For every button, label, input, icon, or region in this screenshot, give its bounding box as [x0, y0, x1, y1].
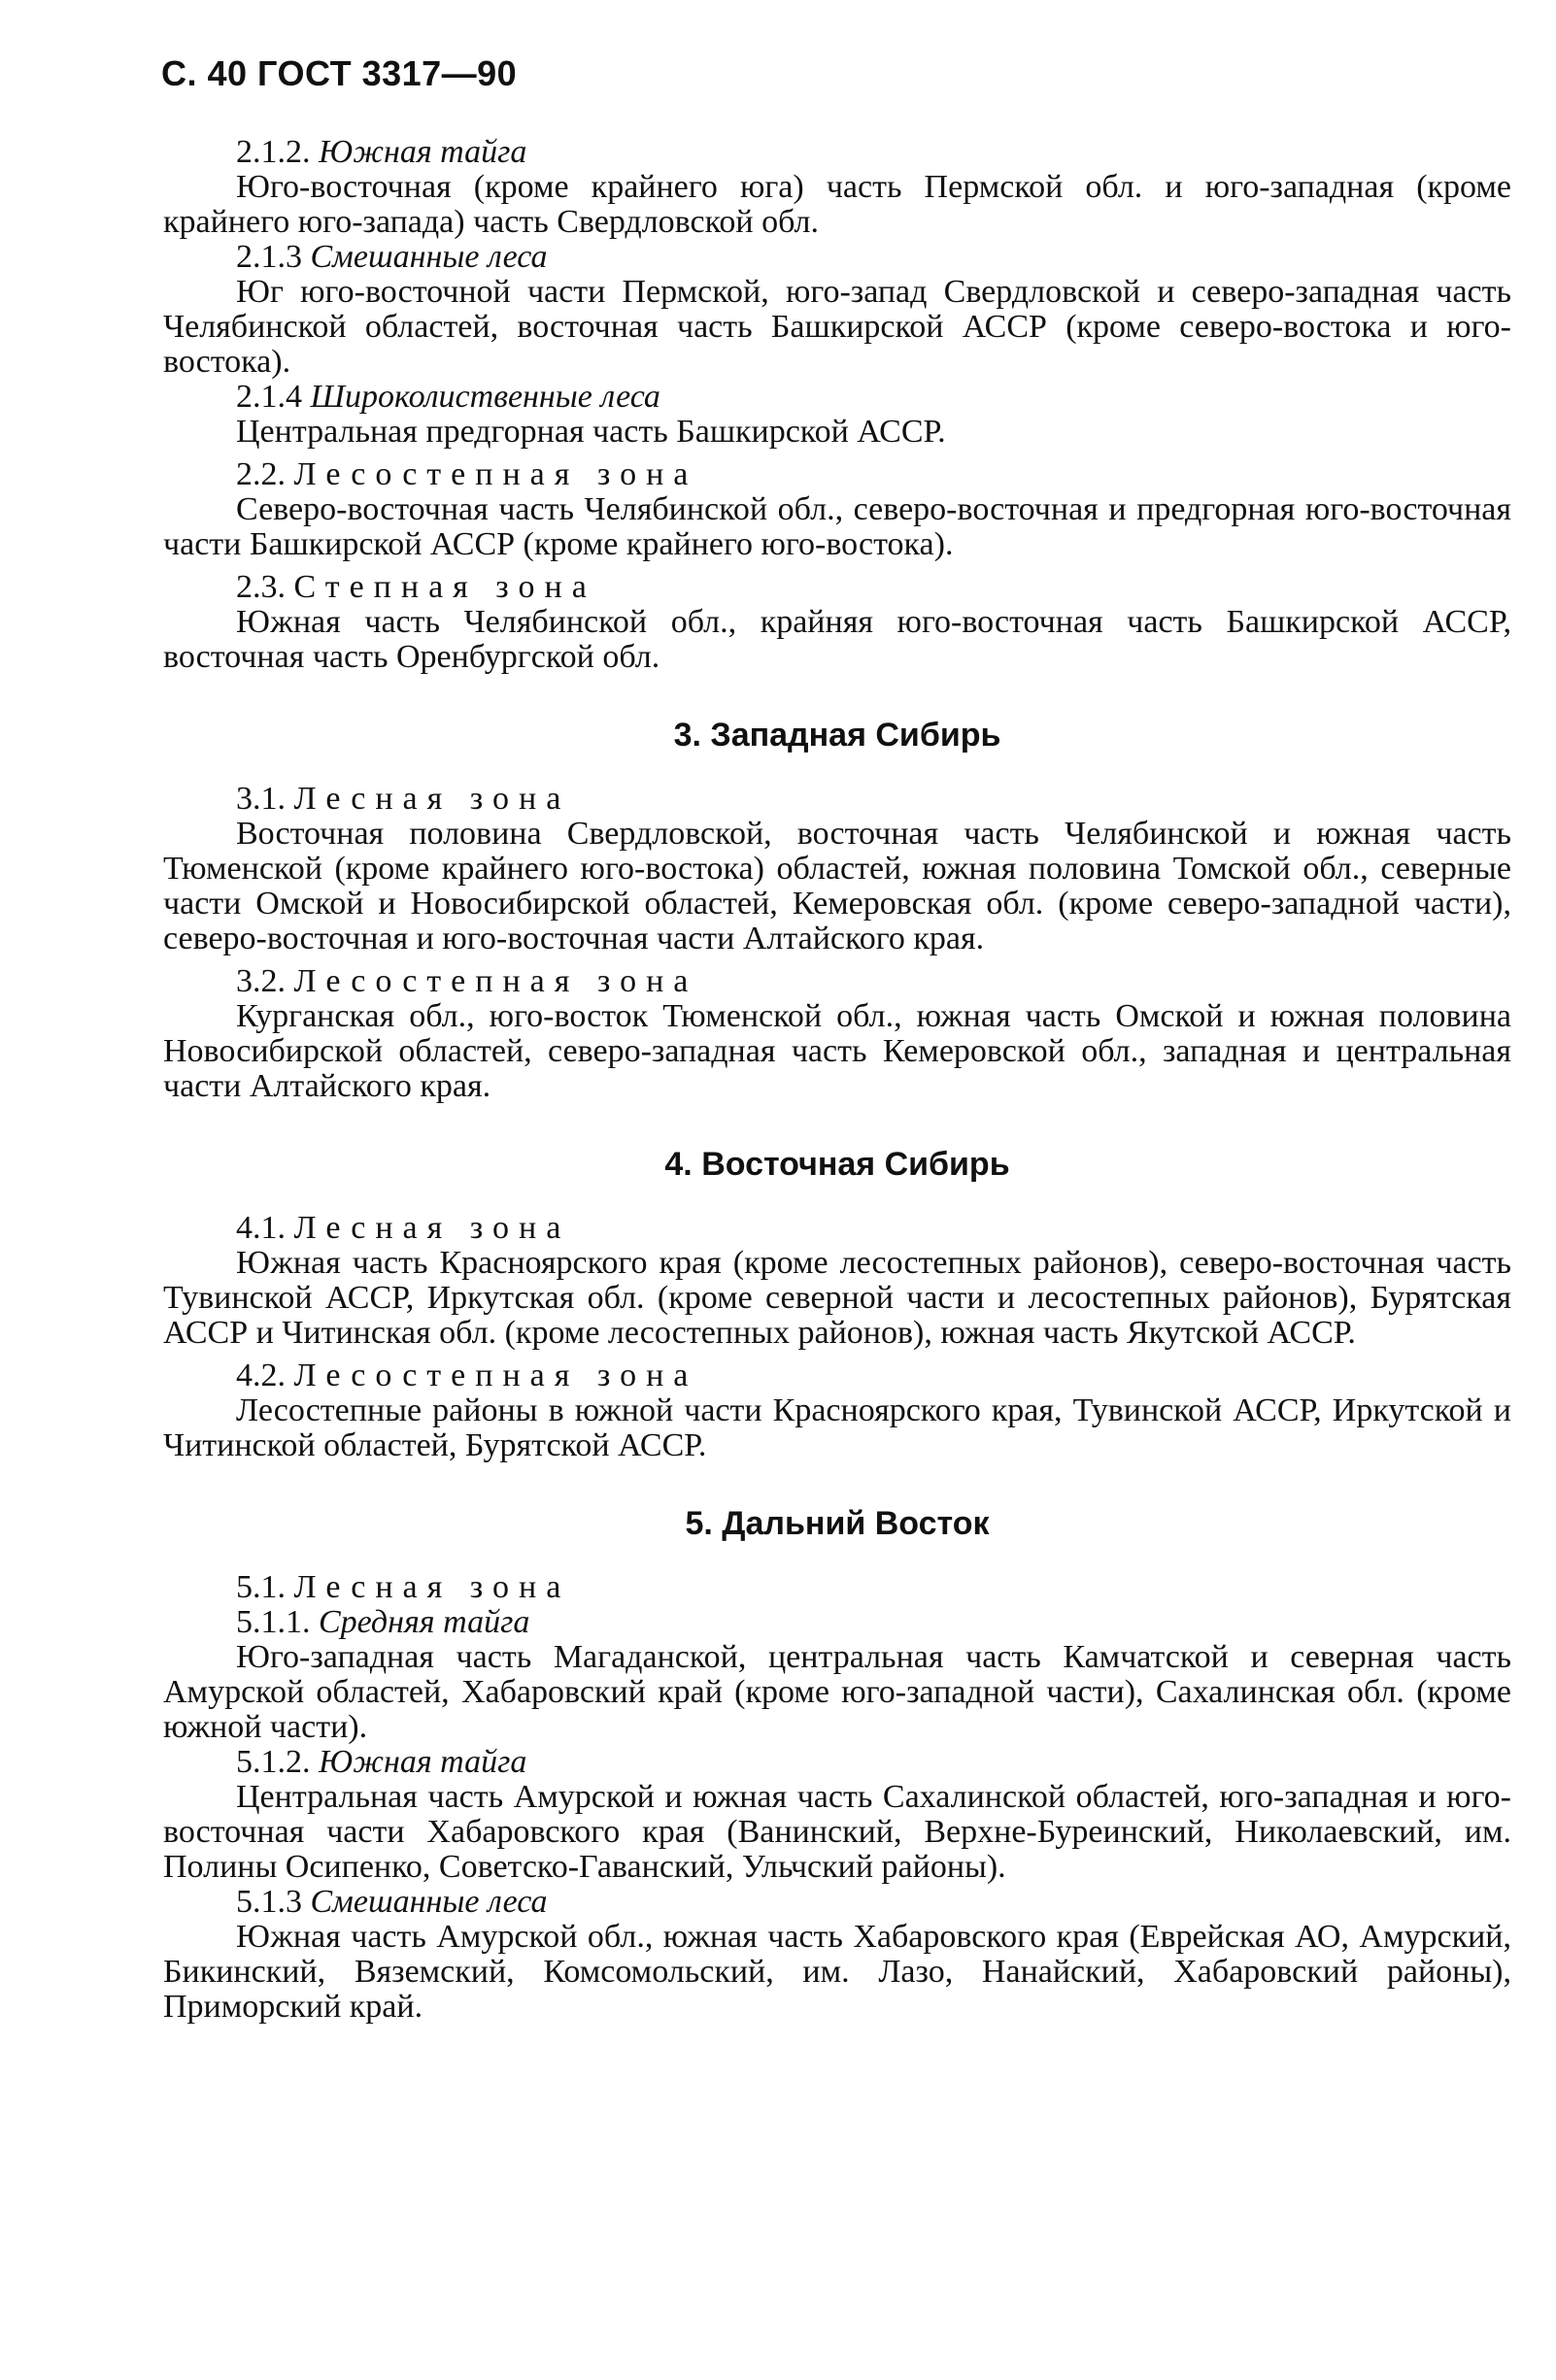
- subsection-name: Степная зона: [293, 569, 596, 605]
- subsection-name: Южная тайга: [319, 1744, 527, 1780]
- subsection-text: Южная часть Челябинской обл., крайняя юго-восточная часть Башкирской АССР, восточная часть Оренбургской обл.: [163, 604, 1511, 675]
- subsection-text: Центральная предгорная часть Башкирской АССР.: [236, 414, 946, 450]
- subsection-name: Широколиственные леса: [310, 379, 660, 415]
- subsection-number: 3.1.: [236, 781, 286, 817]
- subsection-text: Юго-западная часть Магаданской, центральная часть Камчатской и северная часть Амурской областей, Хабаровский край (кроме юго-западной части), Сахалинская обл. (кроме южной части).: [163, 1639, 1511, 1745]
- subsection-2-3: [163, 570, 1511, 675]
- subsection-name: Лесная зона: [293, 1210, 571, 1246]
- section-heading-5: 5. Дальний Восток: [685, 1505, 990, 1542]
- subsection-name: Смешанные леса: [310, 239, 548, 275]
- subsection-text: Южная часть Амурской обл., южная часть Хабаровского края (Еврейская АО, Амурский, Бикинский, Вяземский, Комсомольский, им. Лазо, Нанайский, Хабаровский районы), Приморский край.: [163, 1919, 1511, 2025]
- subsection-number: 2.1.2.: [236, 134, 311, 170]
- subsection-number: 5.1.: [236, 1569, 286, 1605]
- subsection-text: Курганская обл., юго-восток Тюменской обл., южная часть Омской и южная половина Новосибирской областей, северо-западная часть Кемеровской обл., западная и центральная части Алтайского края.: [163, 998, 1511, 1104]
- subsection-name: Лесостепная зона: [293, 1358, 698, 1393]
- subsection-name: Лесостепная зона: [293, 963, 698, 999]
- subsection-text: Восточная половина Свердловской, восточная часть Челябинской и южная часть Тюменской (кроме крайнего юго-востока) областей, южная половина Томской обл., северные части Омской и Новосибирской областей, Кемеровская обл. (кроме северо-западной части), северо-восточная и юго-восточная части Алтайского края.: [163, 816, 1511, 956]
- subsection-name: Лесостепная зона: [293, 456, 698, 492]
- subsection-number: 5.1.3: [236, 1884, 302, 1920]
- subsection-2-1-4: [163, 380, 1511, 450]
- subsection-text: Юго-восточная (кроме крайнего юга) часть Пермской обл. и юго-западная (кроме крайнего юго-запада) часть Свердловской обл.: [163, 169, 1511, 240]
- section-heading-4: 4. Восточная Сибирь: [664, 1146, 1010, 1183]
- document-body: [163, 135, 1511, 2025]
- subsection-text: Центральная часть Амурской и южная часть Сахалинской областей, юго-западная и юго-восточная части Хабаровского края (Ванинский, Верхне-Буреинский, Николаевский, им. Полины Осипенко, Советско-Гаванский, Ульчский районы).: [163, 1779, 1511, 1885]
- subsection-number: 2.1.3: [236, 239, 302, 275]
- subsection-name: Лесная зона: [293, 781, 571, 817]
- subsection-number: 4.1.: [236, 1210, 286, 1246]
- subsection-5-1-2: [163, 1745, 1511, 1885]
- subsection-title: [163, 1885, 1511, 1920]
- subsection-name: Южная тайга: [319, 134, 527, 170]
- subsection-text: Лесостепные районы в южной части Красноярского края, Тувинской АССР, Иркутской и Читинской областей, Бурятской АССР.: [163, 1392, 1511, 1463]
- subsection-text: Северо-восточная часть Челябинской обл., северо-восточная и предгорная юго-восточная части Башкирской АССР (кроме крайнего юго-востока).: [163, 491, 1511, 562]
- subsection-number: 5.1.2.: [236, 1744, 311, 1780]
- subsection-2-2: [163, 457, 1511, 562]
- subsection-title: [163, 240, 1511, 275]
- subsection-title: [163, 1570, 1511, 1605]
- document-page: [163, 53, 1511, 2025]
- subsection-title: [163, 964, 1511, 999]
- subsection-title: [163, 782, 1511, 817]
- subsection-4-1: [163, 1211, 1511, 1351]
- subsection-4-2: [163, 1358, 1511, 1463]
- subsection-number: 2.3.: [236, 569, 286, 605]
- subsection-number: 3.2.: [236, 963, 286, 999]
- subsection-title: [163, 1211, 1511, 1246]
- subsection-number: 2.1.4: [236, 379, 302, 415]
- subsection-number: 4.2.: [236, 1358, 286, 1393]
- subsection-name: Средняя тайга: [319, 1604, 530, 1640]
- subsection-title: [163, 1745, 1511, 1780]
- subsection-5-1-1: [163, 1605, 1511, 1745]
- subsection-3-1: [163, 782, 1511, 956]
- subsection-5-1-3: [163, 1885, 1511, 2025]
- subsection-title: [163, 1358, 1511, 1393]
- subsection-title: [163, 1605, 1511, 1640]
- subsection-title: [163, 457, 1511, 492]
- page-header: С. 40 ГОСТ 3317—90: [161, 53, 518, 93]
- subsection-text: Южная часть Красноярского края (кроме лесостепных районов), северо-восточная часть Тувинской АССР, Иркутская обл. (кроме северной части и лесостепных районов), Бурятская АССР и Читинская обл. (кроме лесостепных районов), южная часть Якутской АССР.: [163, 1245, 1511, 1351]
- subsection-2-1-3: [163, 240, 1511, 380]
- subsection-number: 2.2.: [236, 456, 286, 492]
- subsection-name: Смешанные леса: [310, 1884, 548, 1920]
- subsection-3-2: [163, 964, 1511, 1104]
- subsection-2-1-2: [163, 135, 1511, 240]
- subsection-5-1: [163, 1570, 1511, 1605]
- subsection-name: Лесная зона: [293, 1569, 571, 1605]
- subsection-title: [163, 570, 1511, 605]
- section-heading-3: 3. Западная Сибирь: [673, 717, 1001, 754]
- subsection-text: Юг юго-восточной части Пермской, юго-запад Свердловской и северо-западная часть Челябинской областей, восточная часть Башкирской АССР (кроме северо-востока и юго-востока).: [163, 274, 1511, 380]
- subsection-title: [163, 135, 1511, 170]
- subsection-title: [163, 380, 1511, 415]
- subsection-number: 5.1.1.: [236, 1604, 311, 1640]
